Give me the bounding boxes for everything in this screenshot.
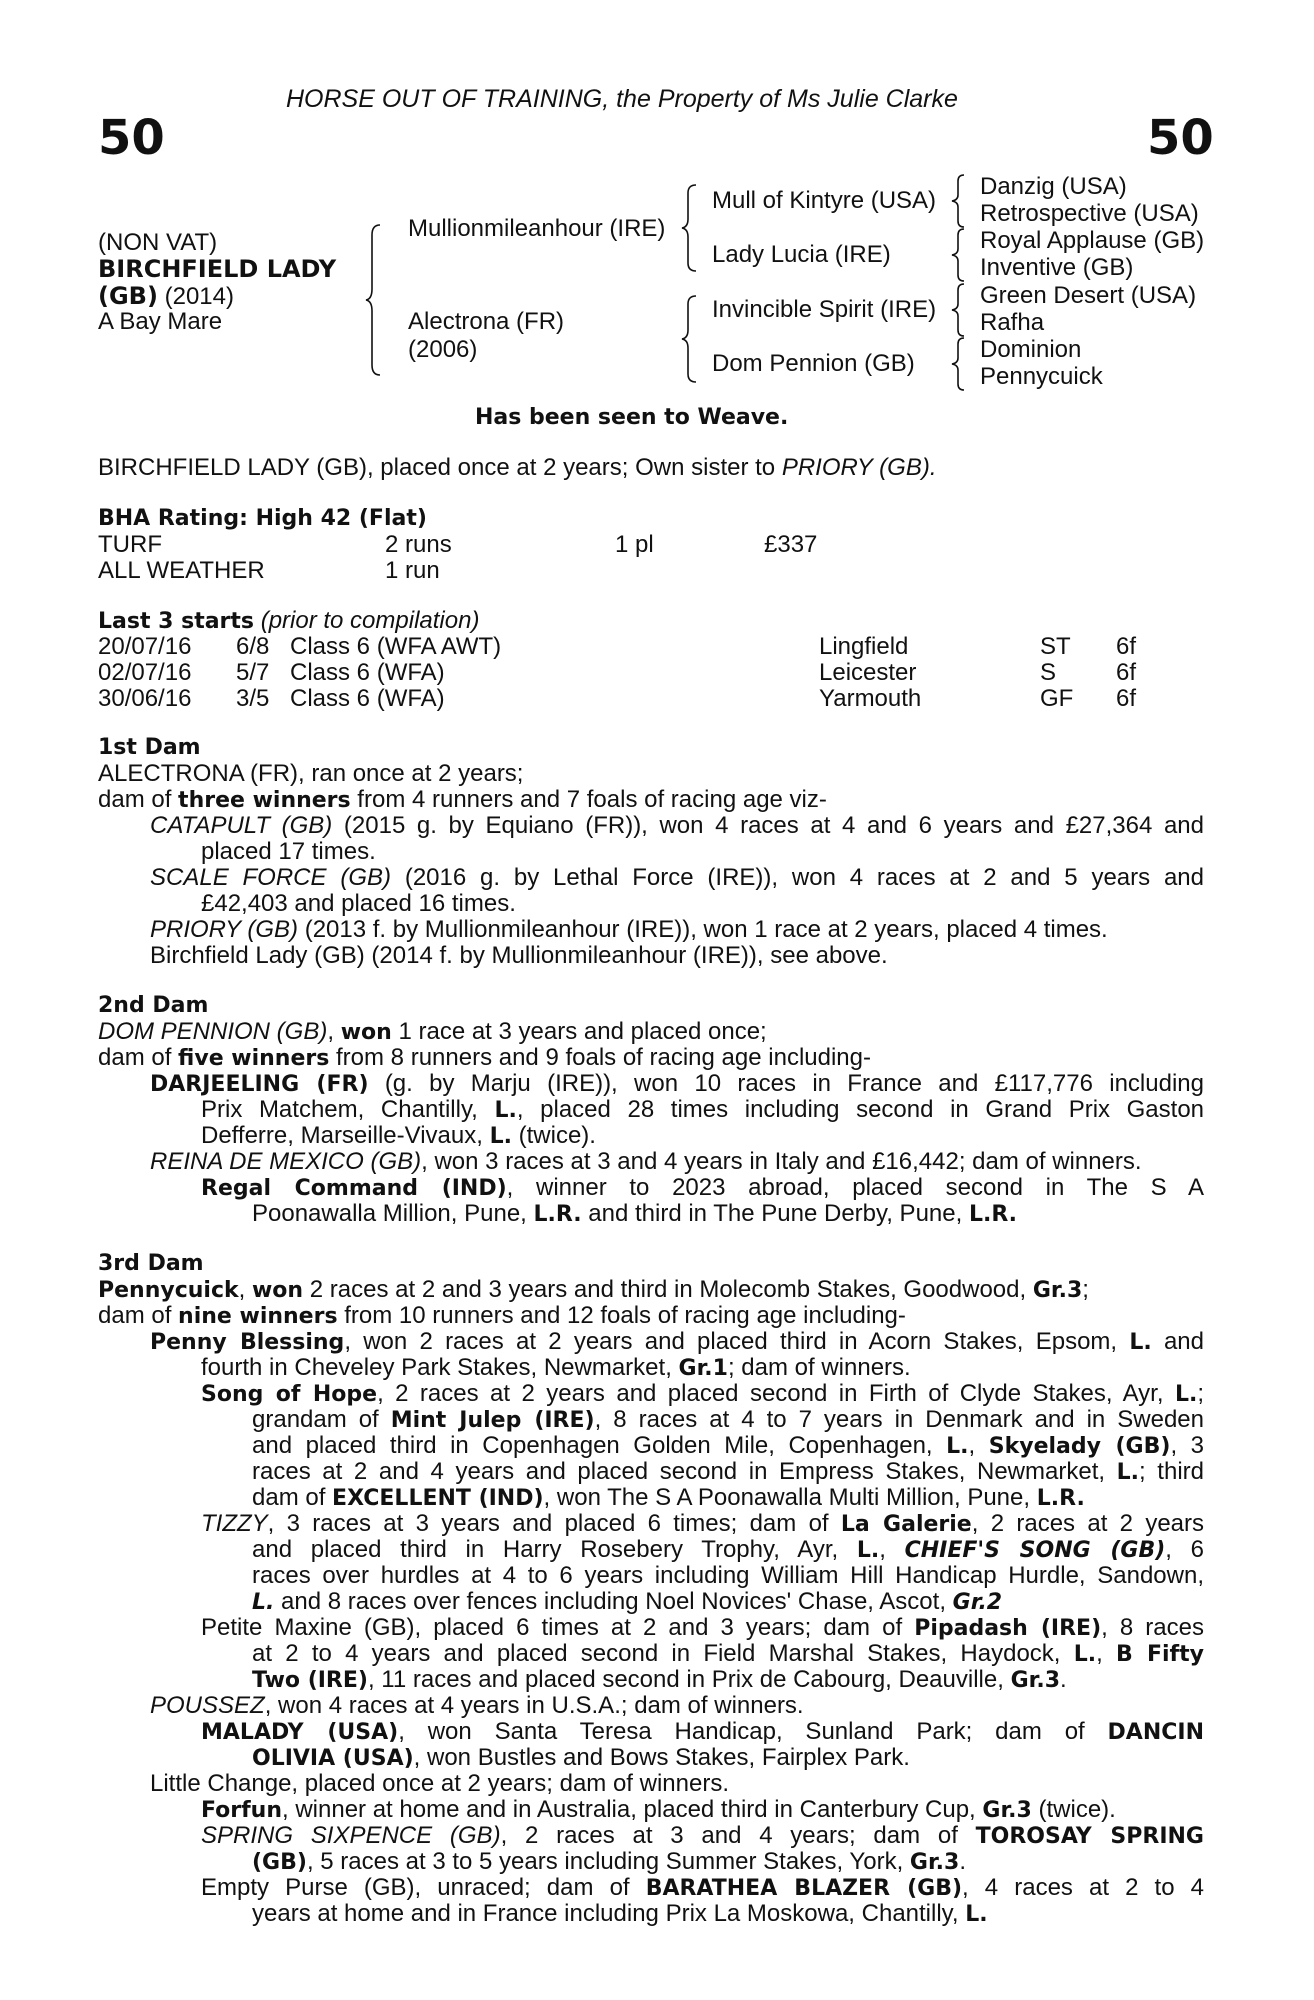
dam3-progeny: years at home and in France including Prix La Moskowa, Chantilly, L. — [252, 1900, 988, 1927]
dam3-progeny: Empty Purse (GB), unraced; dam of BARATHEA BLAZER (GB), 4 races at 2 to 4 — [201, 1874, 1205, 1901]
dam3-progeny: L. and 8 races over fences including Noel Novices' Chase, Ascot, Gr.2 — [252, 1588, 1003, 1615]
rating-turf-runs: 2 runs — [385, 531, 452, 558]
dam2-line: dam of five winners from 8 runners and 9 foals of racing age including- — [98, 1044, 871, 1071]
pedigree-ggs-2: Royal Applause (GB) — [980, 227, 1205, 254]
lot-title: HORSE OUT OF TRAINING, the Property of Ms Julie Clarke — [286, 85, 958, 113]
dam3-progeny: dam of EXCELLENT (IND), won The S A Poonawalla Multi Million, Pune, L.R. — [252, 1484, 1085, 1511]
lot-number-right: 50 — [1147, 110, 1214, 166]
pedigree-ggs-1: Danzig (USA) — [980, 173, 1127, 200]
dam1-progeny: £42,403 and placed 16 times. — [201, 890, 516, 917]
dam2-progeny: Defferre, Marseille-Vivaux, L. (twice). — [201, 1122, 596, 1149]
dam3-progeny: SPRING SIXPENCE (GB), 2 races at 3 and 4 years; dam of TOROSAY SPRING — [201, 1822, 1204, 1849]
rating-aw-surface: ALL WEATHER — [98, 557, 265, 584]
start-course: Yarmouth — [819, 685, 922, 712]
start-going: GF — [1040, 685, 1074, 712]
starts-heading: Last 3 starts (prior to compilation) — [98, 607, 480, 634]
dam3-progeny: MALADY (USA), won Santa Teresa Handicap, Sunland Park; dam of DANCIN — [201, 1718, 1204, 1745]
dam1-progeny: SCALE FORCE (GB) (2016 g. by Lethal Force (IRE)), won 4 races at 2 and 5 years and — [150, 864, 1205, 891]
dam3-progeny: and placed third in Harry Rosebery Trophy, Ayr, L., CHIEF'S SONG (GB), 6 — [252, 1536, 1204, 1563]
dam1-heading: 1st Dam — [98, 735, 201, 760]
start-going: ST — [1040, 633, 1071, 660]
horse-description: A Bay Mare — [98, 308, 223, 335]
start-race: Class 6 (WFA AWT) — [290, 633, 502, 660]
dam3-progeny: races at 2 and 4 years and placed second in Empress Stakes, Newmarket, L.; third — [252, 1458, 1204, 1485]
pedigree-grandsire-1: Mull of Kintyre (USA) — [712, 187, 937, 214]
dam3-progeny: Penny Blessing, won 2 races at 2 years and placed third in Acorn Stakes, Epsom, L. and — [150, 1328, 1204, 1355]
dam1-line: dam of three winners from 4 runners and 7 foals of racing age viz- — [98, 786, 827, 813]
pedigree-ggd-2: Inventive (GB) — [980, 254, 1134, 281]
vat-status: (NON VAT) — [98, 229, 218, 256]
pedigree-ggs-3: Green Desert (USA) — [980, 282, 1197, 309]
dam2-progeny: Poonawalla Million, Pune, L.R. and third in The Pune Derby, Pune, L.R. — [252, 1200, 1018, 1227]
dam3-progeny: Song of Hope, 2 races at 2 years and placed second in Firth of Clyde Stakes, Ayr, L.; — [201, 1380, 1204, 1407]
dam3-progeny: Petite Maxine (GB), placed 6 times at 2 and 3 years; dam of Pipadash (IRE), 8 races — [201, 1614, 1204, 1641]
pedigree-ggs-4: Dominion — [980, 336, 1082, 363]
dam2-line: DOM PENNION (GB), won 1 race at 3 years and placed once; — [98, 1018, 767, 1045]
start-race: Class 6 (WFA) — [290, 659, 445, 686]
dam1-line: ALECTRONA (FR), ran once at 2 years; — [98, 760, 524, 787]
lot-number-left: 50 — [98, 110, 165, 166]
dam2-progeny: Prix Matchem, Chantilly, L., placed 28 times including second in Grand Prix Gaston — [201, 1096, 1205, 1123]
start-date: 02/07/16 — [98, 659, 192, 686]
pedigree-ggd-4: Pennycuick — [980, 363, 1103, 390]
start-distance: 6f — [1116, 633, 1137, 660]
dam2-progeny: Regal Command (IND), winner to 2023 abroad, placed second in The S A — [201, 1174, 1204, 1201]
horse-origin-year: (GB) (2014) — [98, 282, 234, 310]
dam3-progeny: and placed third in Copenhagen Golden Mile, Copenhagen, L., Skyelady (GB), 3 — [252, 1432, 1204, 1459]
dam2-progeny: REINA DE MEXICO (GB), won 3 races at 3 and 4 years in Italy and £16,442; dam of winners. — [150, 1148, 1142, 1175]
dam3-progeny: at 2 to 4 years and placed second in Field Marshal Stakes, Haydock, L., B Fifty — [252, 1640, 1204, 1667]
rating-turf-surface: TURF — [98, 531, 162, 558]
dam2-heading: 2nd Dam — [98, 993, 209, 1018]
rating-aw-runs: 1 run — [385, 557, 440, 584]
dam3-line: Pennycuick, won 2 races at 2 and 3 years and third in Molecomb Stakes, Goodwood, Gr.3; — [98, 1276, 1089, 1303]
vice-note: Has been seen to Weave. — [475, 405, 789, 430]
pedigree-brace-gs3 — [952, 284, 968, 336]
start-distance: 6f — [1116, 685, 1137, 712]
dam3-progeny: Little Change, placed once at 2 years; dam of winners. — [150, 1770, 729, 1797]
dam3-progeny: grandam of Mint Julep (IRE), 8 races at 4 to 7 years in Denmark and in Sweden — [252, 1406, 1204, 1433]
dam3-progeny: Two (IRE), 11 races and placed second in Prix de Cabourg, Deauville, Gr.3. — [252, 1666, 1067, 1693]
rating-heading: BHA Rating: High 42 (Flat) — [98, 506, 427, 531]
pedigree-grandsire-2: Invincible Spirit (IRE) — [712, 296, 937, 323]
dam3-progeny: OLIVIA (USA), won Bustles and Bows Stakes, Fairplex Park. — [252, 1744, 910, 1771]
start-pos: 6/8 — [236, 633, 270, 660]
rating-turf-prize: £337 — [764, 531, 818, 558]
pedigree-brace-sire — [682, 185, 700, 271]
dam3-progeny: (GB), 5 races at 3 to 5 years including Summer Stakes, York, Gr.3. — [252, 1848, 967, 1875]
pedigree-dam: Alectrona (FR) — [408, 308, 565, 335]
dam1-progeny: CATAPULT (GB) (2015 g. by Equiano (FR)), won 4 races at 4 and 6 years and £27,364 and — [150, 812, 1204, 839]
dam3-progeny: TIZZY, 3 races at 3 years and placed 6 times; dam of La Galerie, 2 races at 2 years — [201, 1510, 1205, 1537]
dam3-progeny: Forfun, winner at home and in Australia, placed third in Canterbury Cup, Gr.3 (twice). — [201, 1796, 1116, 1823]
dam3-progeny: POUSSEZ, won 4 races at 4 years in U.S.A.; dam of winners. — [150, 1692, 804, 1719]
dam2-progeny: DARJEELING (FR) (g. by Marju (IRE)), won 10 races in France and £117,776 including — [150, 1070, 1204, 1097]
dam3-line: dam of nine winners from 10 runners and 12 foals of racing age including- — [98, 1302, 906, 1329]
start-date: 20/07/16 — [98, 633, 192, 660]
intro-line: BIRCHFIELD LADY (GB), placed once at 2 years; Own sister to PRIORY (GB). — [98, 454, 937, 481]
start-going: S — [1040, 659, 1057, 686]
pedigree-sire: Mullionmileanhour (IRE) — [408, 215, 666, 242]
start-race: Class 6 (WFA) — [290, 685, 445, 712]
pedigree-brace-gs4 — [952, 338, 968, 390]
pedigree-brace-dam — [682, 296, 700, 382]
start-course: Lingfield — [819, 633, 909, 660]
dam1-progeny: placed 17 times. — [201, 838, 376, 865]
dam3-heading: 3rd Dam — [98, 1251, 204, 1276]
start-distance: 6f — [1116, 659, 1137, 686]
pedigree-ggd-1: Retrospective (USA) — [980, 200, 1199, 227]
dam3-progeny: fourth in Cheveley Park Stakes, Newmarket, Gr.1; dam of winners. — [201, 1354, 911, 1381]
pedigree-brace-main — [366, 225, 386, 375]
dam3-progeny: races over hurdles at 4 to 6 years including William Hill Handicap Hurdle, Sandown, — [252, 1562, 1204, 1589]
start-date: 30/06/16 — [98, 685, 192, 712]
pedigree-ggd-3: Rafha — [980, 309, 1045, 336]
horse-name: BIRCHFIELD LADY — [98, 255, 337, 283]
start-pos: 5/7 — [236, 659, 270, 686]
dam1-progeny: PRIORY (GB) (2013 f. by Mullionmileanhour (IRE)), won 1 race at 2 years, placed 4 times. — [150, 916, 1108, 943]
start-pos: 3/5 — [236, 685, 270, 712]
pedigree-granddam-1: Lady Lucia (IRE) — [712, 241, 891, 268]
pedigree-brace-gs2 — [952, 229, 968, 281]
rating-turf-placed: 1 pl — [615, 531, 654, 558]
dam1-progeny: Birchfield Lady (GB) (2014 f. by Mullionmileanhour (IRE)), see above. — [150, 942, 888, 969]
pedigree-granddam-2: Dom Pennion (GB) — [712, 350, 915, 377]
pedigree-brace-gs1 — [952, 175, 968, 227]
pedigree-dam-year: (2006) — [408, 336, 478, 363]
start-course: Leicester — [819, 659, 917, 686]
